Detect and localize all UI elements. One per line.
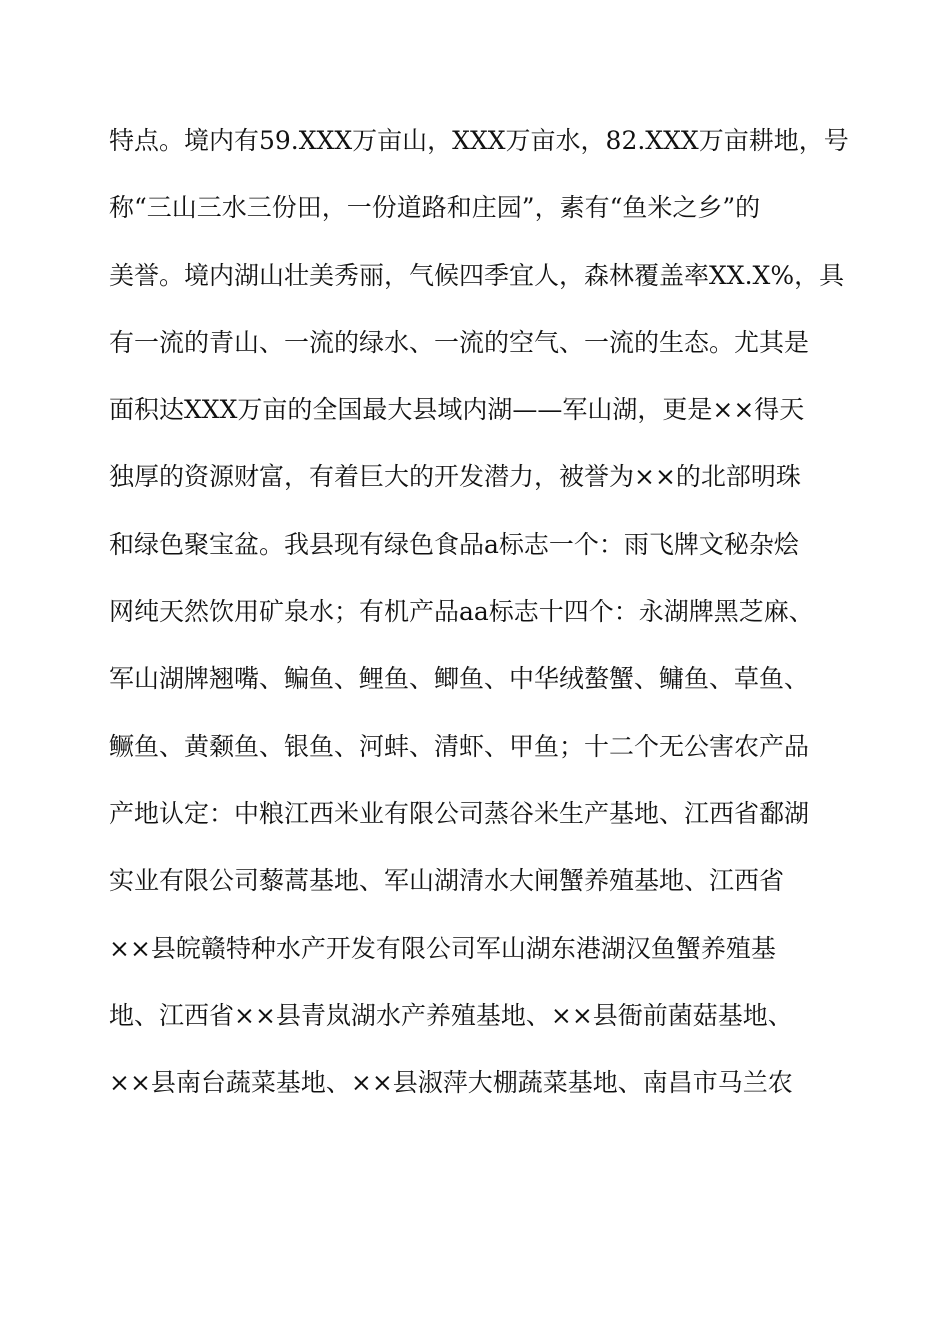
text-line-8: 网纯天然饮用矿泉水；有机产品aa标志十四个：永湖牌黑芝麻、 xyxy=(109,597,814,627)
text-line-14: 地、江西省××县青岚湖水产养殖基地、××县衙前菌菇基地、 xyxy=(109,1000,793,1030)
text-line-6: 独厚的资源财富，有着巨大的开发潜力，被誉为××的北部明珠 xyxy=(109,462,801,492)
text-line-13: ××县皖赣特种水产开发有限公司军山湖东港湖汉鱼蟹养殖基 xyxy=(109,933,776,963)
text-line-12: 实业有限公司藜蒿基地、军山湖清水大闸蟹养殖基地、江西省 xyxy=(109,866,785,896)
text-line-15: ××县南台蔬菜基地、××县淑萍大棚蔬菜基地、南昌市马兰农 xyxy=(109,1068,793,1098)
text-line-2: 称“三山三水三份田，一份道路和庄园”，素有“鱼米之乡”的 xyxy=(109,193,761,223)
text-line-3: 美誉。境内湖山壮美秀丽，气候四季宜人，森林覆盖率XX.X%，具 xyxy=(109,260,845,290)
text-line-5: 面积达XXX万亩的全国最大县域内湖——军山湖，更是××得天 xyxy=(109,395,805,425)
text-line-1: 特点。境内有59.XXX万亩山，XXX万亩水，82.XXX万亩耕地，号 xyxy=(109,126,849,155)
body-text xyxy=(109,118,849,1127)
text-line-9: 军山湖牌翘嘴、鳊鱼、鲤鱼、鲫鱼、中华绒螯蟹、鳙鱼、草鱼、 xyxy=(109,664,810,694)
text-line-11: 产地认定：中粮江西米业有限公司蒸谷米生产基地、江西省鄱湖 xyxy=(109,798,810,828)
text-line-7: 和绿色聚宝盆。我县现有绿色食品a标志一个：雨飞牌文秘杂烩 xyxy=(109,529,799,559)
text-line-4: 有一流的青山、一流的绿水、一流的空气、一流的生态。尤其是 xyxy=(109,327,810,357)
text-line-10: 鳜鱼、黄颡鱼、银鱼、河蚌、清虾、甲鱼；十二个无公害农产品 xyxy=(109,731,810,761)
